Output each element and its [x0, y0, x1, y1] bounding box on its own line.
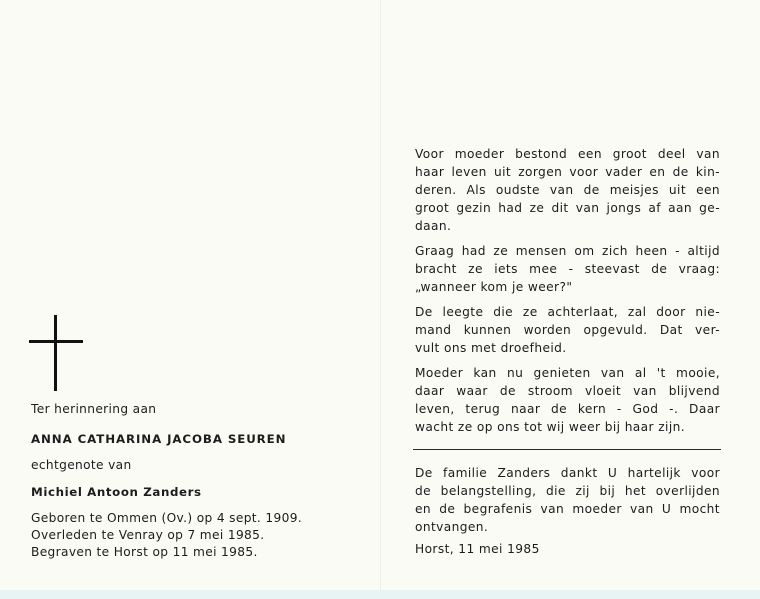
text-line: haar leven uit zorgen voor vader en de kin-: [415, 165, 720, 179]
spouse-name: Michiel Antoon Zanders: [31, 485, 202, 499]
text-line: De familie Zanders dankt U hartelijk voor: [415, 466, 720, 480]
text-line: Graag had ze mensen om zich heen - altijd: [415, 244, 720, 258]
text-line: ontvangen.: [415, 520, 489, 534]
text-line: mand kunnen worden opgevuld. Dat ver-: [415, 323, 720, 337]
text-line: daan.: [415, 219, 452, 233]
text-line: groot gezin had ze dit van jongs af aan ge-: [415, 201, 720, 215]
text-line: vult ons met droefheid.: [415, 341, 567, 355]
card-fold: [380, 0, 381, 599]
birth-line: Geboren te Ommen (Ov.) op 4 sept. 1909.: [31, 511, 303, 525]
text-line: Moeder kan nu genieten van al 't mooie,: [415, 366, 720, 380]
deceased-name: ANNA CATHARINA JACOBA SEUREN: [31, 432, 287, 446]
memorial-text: [415, 145, 720, 443]
spouse-label: echtgenote van: [31, 458, 132, 472]
in-memory-text: Ter herinnering aan: [31, 402, 157, 416]
text-line: De leegte die ze achterlaat, zal door nie-: [415, 305, 720, 319]
text-line: wacht ze op ons tot wij weer bij haar zijn.: [415, 420, 686, 434]
text-line: Voor moeder bestond een groot deel van: [415, 147, 720, 161]
text-line: leven, terug naar de kern - God -. Daar: [415, 402, 720, 416]
text-line: deren. Als oudste van de meisjes uit een: [415, 183, 720, 197]
thanks-text: [415, 464, 720, 543]
place-date: Horst, 11 mei 1985: [415, 542, 540, 556]
section-divider: [413, 449, 721, 450]
scan-bottom-edge: [0, 590, 760, 599]
text-line: en de begrafenis van moeder van U mocht: [415, 502, 720, 516]
burial-line: Begraven te Horst op 11 mei 1985.: [31, 545, 258, 559]
paragraph-4: [415, 364, 720, 436]
cross-icon: [29, 315, 83, 391]
death-line: Overleden te Venray op 7 mei 1985.: [31, 528, 265, 542]
paragraph-3: [415, 303, 720, 357]
text-line: „wanneer kom je weer?": [415, 280, 573, 294]
text-line: daar waar de stroom vloeit van blijvend: [415, 384, 720, 398]
paragraph-2: [415, 242, 720, 296]
text-line: bracht ze iets mee - steevast de vraag:: [415, 262, 720, 276]
paragraph-1: [415, 145, 720, 235]
text-line: de belangstelling, die zij bij het overlijden: [415, 484, 720, 498]
thanks-paragraph: [415, 464, 720, 536]
